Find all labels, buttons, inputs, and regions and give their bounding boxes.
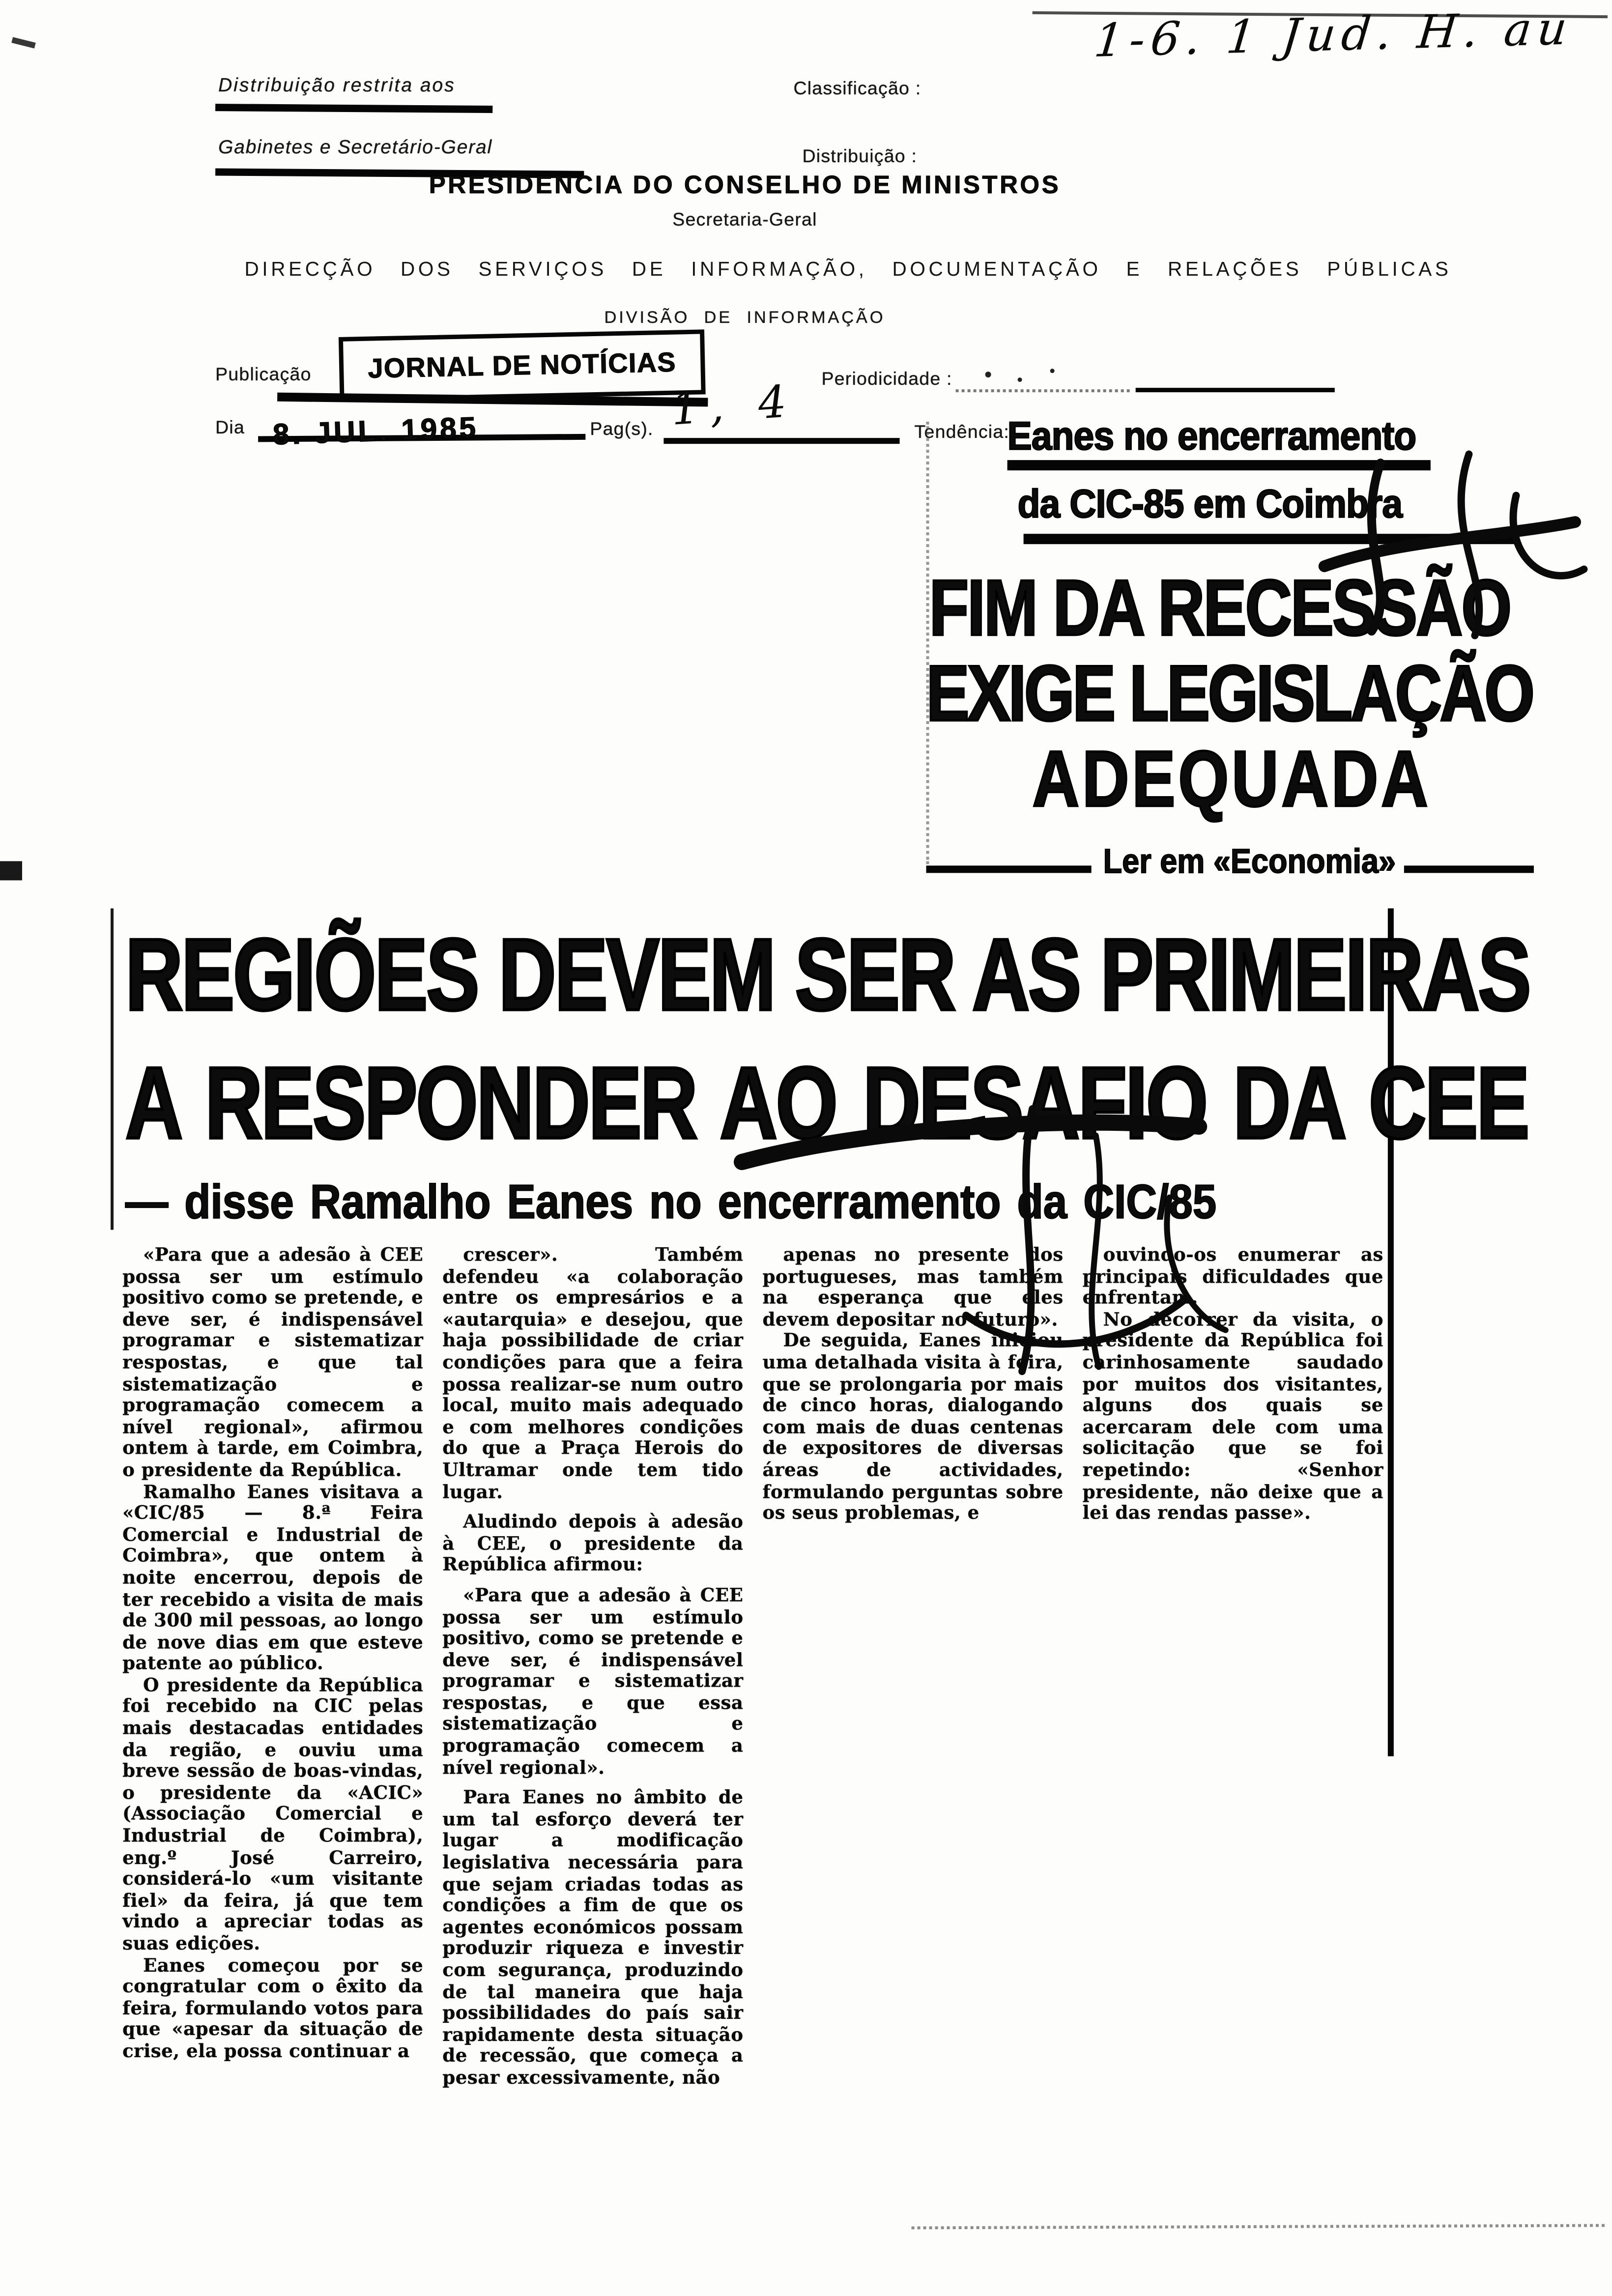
article-paragraph: ouvindo-os enumerar as principais dificuldades que enfrentam. bbox=[1082, 1243, 1383, 1309]
article-column-3 bbox=[762, 1245, 1063, 2089]
article-paragraph: apenas no presente dos portugueses, mas também na esperança que eles devem depositar no futuro». bbox=[762, 1243, 1064, 1330]
handwritten-scribble bbox=[1295, 451, 1590, 643]
headline-fim-line1: FIM DA RECESSÃO bbox=[929, 565, 1511, 653]
classification-label: Classificação : bbox=[793, 78, 921, 99]
article-column-2 bbox=[442, 1245, 743, 2089]
clipping-footer-note: Ler em «Economia» bbox=[1103, 843, 1396, 881]
article-paragraph: O presidente da República foi recebido na CIC pelas mais destacadas entidades da região, e ouviu uma breve sessão de boas-vindas, o presidente da «ACIC» (Associação Comercial e Industrial de Coimbra), eng.º José Carreiro, considerá-lo «um visitante fiel» da feira, já que tem vindo a apreciar todas as suas edições. bbox=[122, 1673, 424, 1954]
fill-line bbox=[956, 389, 1130, 392]
clipping-kicker-line1: Eanes no encerramento bbox=[1007, 414, 1416, 459]
article-paragraph: Para Eanes no âmbito de um tal esforço deverá ter lugar a modificação legislativa necessária para que sejam criadas todas as condições a fim de que os agentes económicos possam produzir riqueza e investir com segurança, produzindo de tal maneira que haja possibilidades do país sair rapidamente desta situação de recessão, que começa a pesar excessivamente, não bbox=[442, 1786, 744, 2088]
article-paragraph: Ramalho Eanes visitava a «CIC/85 — 8.ª Feira Comercial e Industrial de Coimbra», que ontem à noite encerrou, depois de ter recebido a visita de mais de 300 mil pessoas, ao longo de nove dias em que esteve patente ao público. bbox=[122, 1480, 424, 1674]
fill-line bbox=[663, 438, 899, 443]
pages-label: Pag(s). bbox=[590, 419, 654, 440]
scan-noise bbox=[985, 372, 991, 377]
scan-noise bbox=[0, 861, 22, 880]
headline-fim-line2: EXIGE LEGISLAÇÃO bbox=[926, 650, 1533, 739]
distribution-label: Distribuição : bbox=[802, 146, 918, 167]
article-column-4 bbox=[1083, 1245, 1383, 2089]
scan-noise-bottom bbox=[912, 2224, 1605, 2229]
handwritten-annotation: 1-6. 1 Jud. H. au bbox=[1092, 2, 1576, 68]
article-paragraph: «Para que a adesão à CEE possa ser um estímulo positivo como se pretende, e deve ser, é indispensável programar e sistematizar respostas, e que tal sistematização e programação comecem a nível regional», afirmou ontem à tarde, em Coimbra, o presidente da República. bbox=[122, 1243, 424, 1481]
clipping-edge-left bbox=[111, 908, 114, 1230]
article-paragraph: crescer». Também defendeu «a colaboração entre os empresários e a «autarquia» e desejou, que haja possibilidade de criar condições para que a feira possa realizar-se num outro local, muito mais adequado e com melhores condições do que a Praça Herois do Ultramar onde tem tido lugar. bbox=[442, 1243, 744, 1502]
org-title: PRESIDENCIA DO CONSELHO DE MINISTROS bbox=[429, 171, 1061, 200]
day-label: Dia bbox=[215, 417, 245, 438]
article-paragraph: Aludindo depois à adesão à CEE, o presidente da República afirmou: bbox=[442, 1510, 744, 1576]
main-headline-line2: A RESPONDER AO DESAFIO DA CEE bbox=[125, 1047, 1528, 1161]
article-body bbox=[122, 1245, 1403, 2089]
clipping-main bbox=[111, 902, 1530, 2126]
footer-rule-left bbox=[926, 865, 1092, 873]
article-paragraph: No decorrer da visita, o presidente da República foi carinhosamente saudado por muitos dos visitantes, alguns dos quais se acercaram dele com uma solicitação que se foi repetindo: «Senhor presidente, não deixe que a lei das rendas passe». bbox=[1082, 1307, 1383, 1523]
publication-stamp bbox=[339, 329, 706, 402]
fill-line bbox=[1136, 388, 1335, 392]
trend-label: Tendência: bbox=[914, 422, 1010, 443]
publication-stamp-text: JORNAL DE NOTÍCIAS bbox=[367, 346, 677, 384]
org-division: DIVISÃO DE INFORMAÇÃO bbox=[604, 310, 886, 328]
main-subhead: — disse Ramalho Eanes no encerramento da CIC/85 bbox=[125, 1177, 1217, 1230]
main-headline-line1: REGIÕES DEVEM SER AS PRIMEIRAS bbox=[125, 919, 1530, 1033]
article-column-1 bbox=[122, 1245, 423, 2089]
scan-noise bbox=[1018, 377, 1022, 382]
article-paragraph: «Para que a adesão à CEE possa ser um estímulo positivo, como se pretende e deve ser, é indispensável programar e sistematizar respostas, e que essa sistematização e programação comecem a nível regional». bbox=[442, 1583, 744, 1778]
footer-rule-right bbox=[1404, 865, 1534, 873]
clipping-kicker-line2: da CIC-85 em Coimbra bbox=[1017, 482, 1403, 527]
headline-fim-line3: ADEQUADA bbox=[1032, 736, 1431, 824]
underline bbox=[215, 104, 492, 113]
periodicity-label: Periodicidade : bbox=[821, 369, 952, 390]
publication-label: Publicação bbox=[215, 364, 312, 385]
date-stamp: 8. JUL. 1985 bbox=[272, 412, 480, 452]
restricted-distribution-line1: Distribuição restrita aos bbox=[218, 74, 456, 96]
article-paragraph: De seguida, Eanes iniciou uma detalhada visita à feira, que se prolongaria por mais de cinco horas, dialogando com mais de duas centenas de expositores de diversas áreas de actividades, formulando perguntas sobre os seus problemas, e bbox=[762, 1329, 1064, 1523]
org-directorate: DIRECÇÃO DOS SERVIÇOS DE INFORMAÇÃO, DOCUMENTAÇÃO E RELAÇÕES PÚBLICAS bbox=[244, 258, 1452, 281]
scan-noise bbox=[11, 37, 35, 48]
handwritten-pages: 1, 4 bbox=[669, 376, 799, 436]
org-secretariat: Secretaria-Geral bbox=[672, 209, 817, 230]
clipping-small bbox=[926, 407, 1537, 893]
article-paragraph: Eanes começou por se congratular com o êxito da feira, formulando votos para que «apesar da situação de crise, ela possa continuar a bbox=[122, 1953, 424, 2062]
scan-noise bbox=[1050, 369, 1055, 373]
restricted-distribution-line2: Gabinetes e Secretário-Geral bbox=[218, 136, 492, 158]
